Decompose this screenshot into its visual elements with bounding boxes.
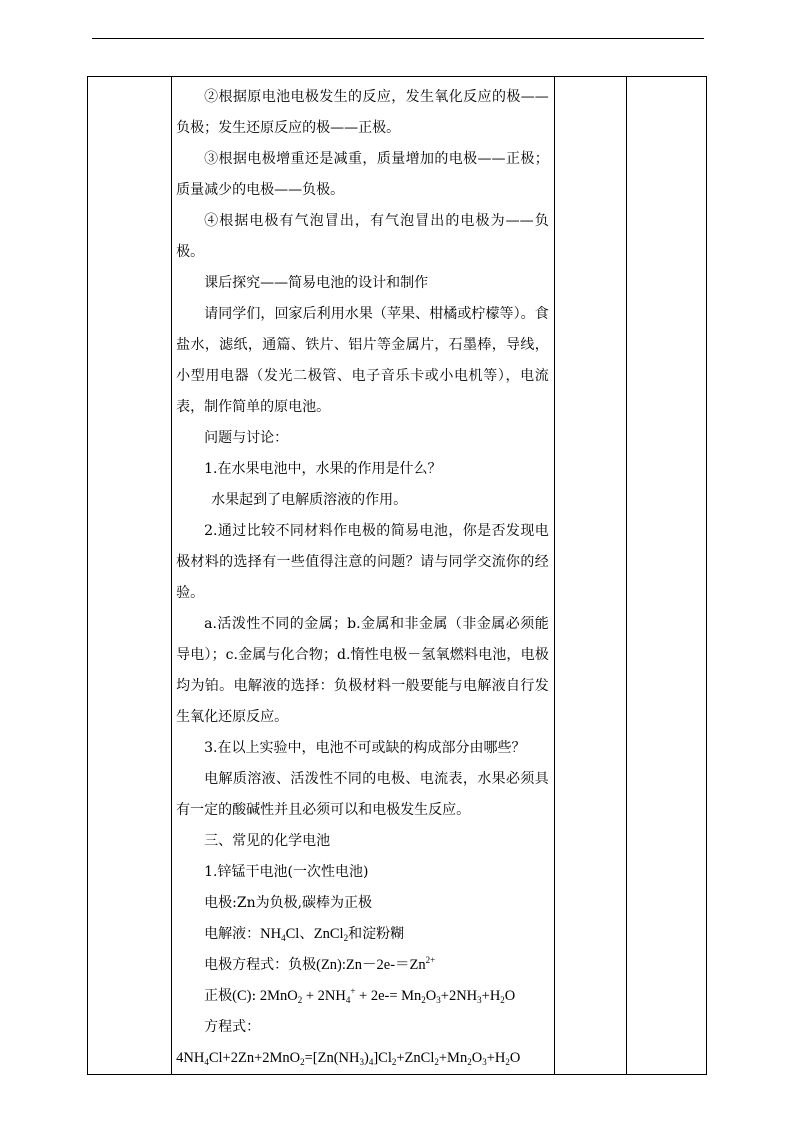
electrolyte-line: 电解液：$NH_4Cl$、ZnCl$_2$和淀粉糊 — [204, 926, 405, 943]
answer-2: a.活泼性不同的金属；b.金属和非金属（非金属必须能导电）；c.金属与化合物；d.惰性电极－氢氧燃料电池，电极均为铂。电解液的选择：负极材料一般要能与电解液自行发生氧化还原反应。 — [176, 616, 549, 725]
third-empty-cell — [554, 77, 626, 1075]
paragraph-electrode-bubbles: ④根据电极有气泡冒出，有气泡冒出的电极为——负极。 — [176, 213, 549, 260]
paragraph-after-class-title: 课后探究——简易电池的设计和制作 — [204, 275, 429, 291]
paragraph-electrode-reaction: ②根据原电池电极发生的反应，发生氧化反应的极——负极；发生还原反应的极——正极。 — [176, 89, 549, 136]
paragraph-discussion-heading: 问题与讨论： — [204, 430, 289, 446]
paragraph-electrode-mass: ③根据电极增重还是减重，质量增加的电极——正极；质量减少的电极——负极。 — [176, 151, 549, 198]
section-heading-chemical-batteries: 三、常见的化学电池 — [204, 833, 331, 849]
zinc-manganese-battery-title: 1.锌锰干电池(一次性电池) — [204, 864, 369, 880]
lesson-table — [87, 76, 707, 1075]
overall-equation-label: 方程式： — [204, 1019, 261, 1035]
overall-equation: $4NH_4Cl+2Zn+2MnO_2=[Zn(NH_3)_4]Cl_2+ZnCl_2+Mn_2O_3+H_2O$ — [176, 1050, 521, 1067]
question-2: 2.通过比较不同材料作电极的简易电池，你是否发现电极材料的选择有一些值得注意的问题？请与同学交流你的经验。 — [176, 523, 549, 601]
right-empty-cell — [626, 77, 706, 1075]
electrode-description: 电极:Zn为负极,碳棒为正极 — [204, 895, 373, 911]
question-3: 3.在以上实验中，电池不可或缺的构成部分由哪些？ — [204, 740, 526, 756]
answer-3: 电解质溶液、活泼性不同的电极、电流表，水果必须具有一定的酸碱性并且必须可以和电极发生反应。 — [176, 771, 549, 818]
header-rule — [92, 38, 704, 39]
left-empty-cell — [88, 77, 172, 1075]
paragraph-materials: 请同学们，回家后利用水果（苹果、柑橘或柠檬等）。食盐水，滤纸，通篇、铁片、铝片等金属片，石墨棒，导线，小型用电器（发光二极管、电子音乐卡或小电机等），电流表，制作简单的原电池。 — [176, 306, 549, 415]
positive-electrode-equation: 正极(C): $2MnO_2 + 2NH_4^+ + 2e-= Mn_2O_3+2NH_3+H_2O$ — [204, 986, 516, 1005]
content-cell — [172, 77, 555, 1075]
question-1: 1.在水果电池中，水果的作用是什么？ — [204, 461, 442, 477]
electrode-equation-line: 电极方程式：负极$(Zn):Zn-2e-=Zn^{2+}$ — [204, 955, 436, 973]
answer-1: 水果起到了电解质溶液的作用。 — [211, 492, 408, 508]
